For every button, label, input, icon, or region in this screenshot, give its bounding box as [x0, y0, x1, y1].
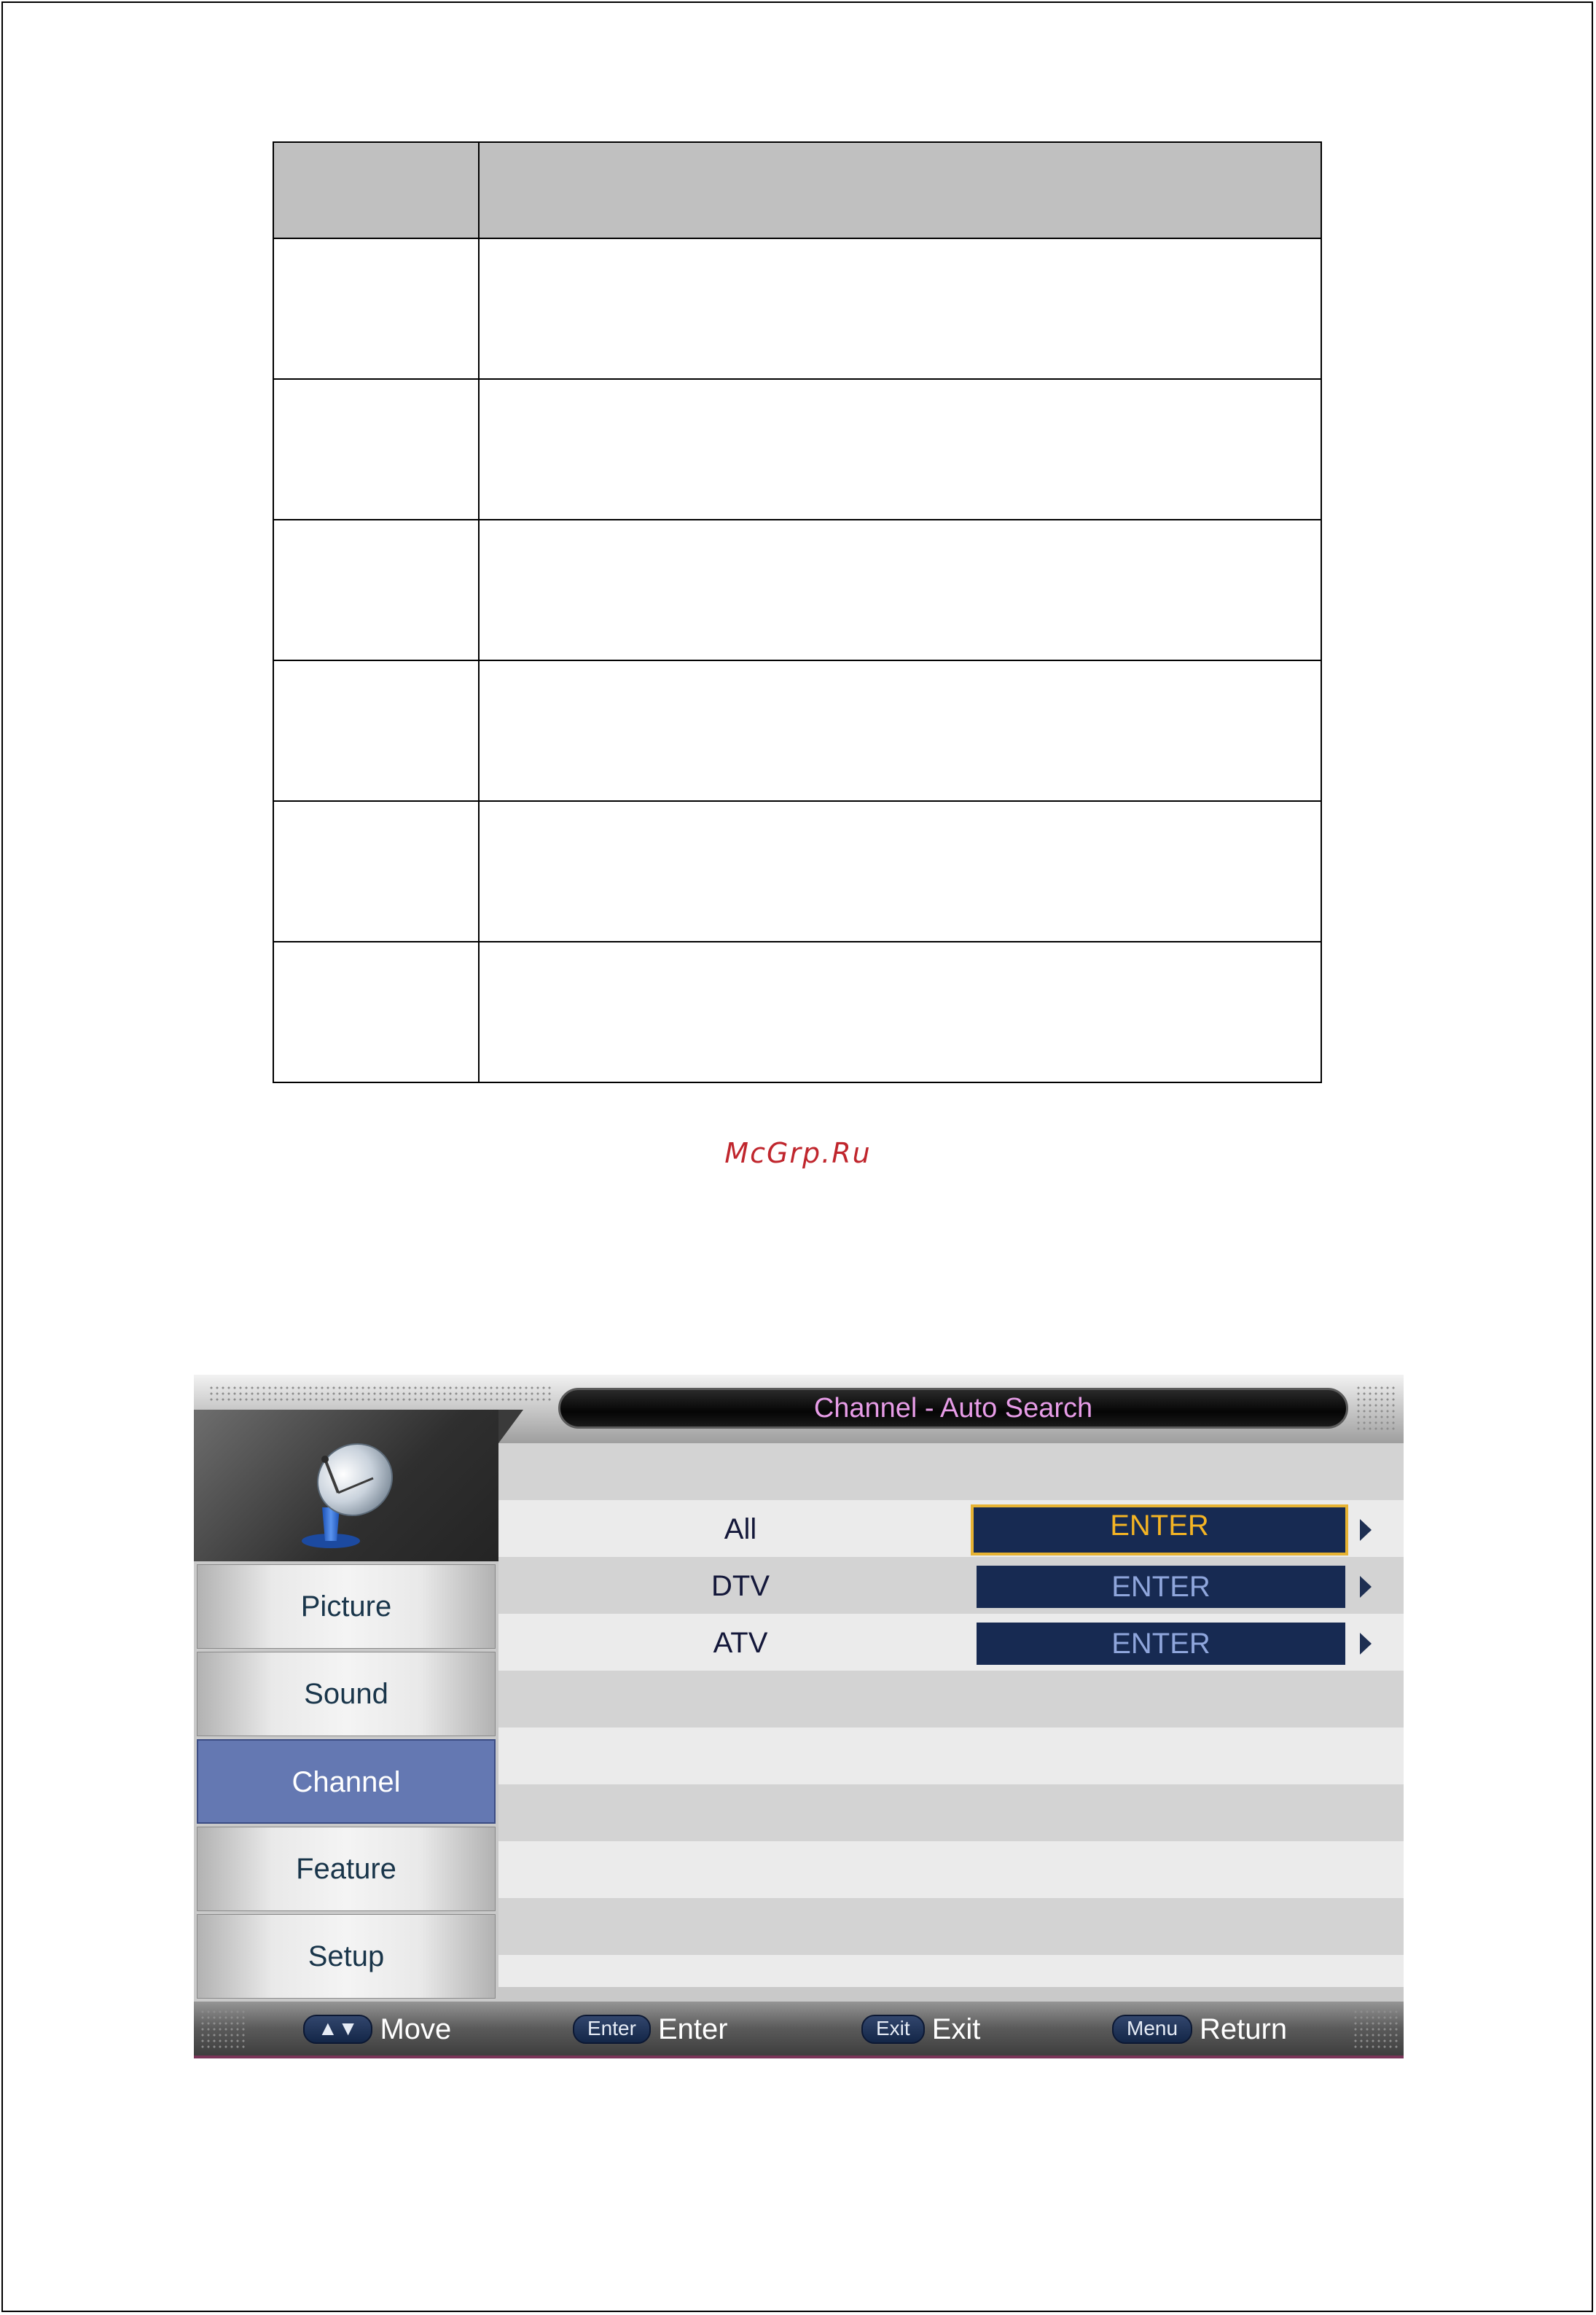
- panel-stripe: [498, 1841, 1404, 1898]
- panel-notch: [498, 1410, 523, 1443]
- option-label-dtv: DTV: [711, 1570, 770, 1602]
- table-cell: [273, 801, 479, 942]
- menu-item-feature[interactable]: Feature: [197, 1827, 496, 1911]
- panel-stripe: [498, 1898, 1404, 1955]
- hint-move: [303, 2013, 451, 2045]
- hint-label: Exit: [931, 2013, 981, 2045]
- hint-label: Move: [380, 2013, 452, 2045]
- hint-return: [1112, 2013, 1287, 2045]
- menu-key-icon: Menu: [1112, 2015, 1192, 2044]
- watermark-text: McGrp.Ru: [724, 1137, 872, 1169]
- option-label-atv: ATV: [713, 1627, 768, 1659]
- hint-label: Enter: [657, 2013, 728, 2045]
- table-row: [273, 660, 1321, 801]
- table-header-row: [273, 142, 1321, 238]
- table-cell: [479, 801, 1321, 942]
- all-enter-button[interactable]: ENTER: [971, 1504, 1348, 1555]
- hint-exit: [861, 2013, 980, 2045]
- panel-stripe: [498, 1728, 1404, 1784]
- table-cell: [479, 520, 1321, 660]
- table-cell: [479, 942, 1321, 1082]
- panel-stripe: [498, 1443, 1404, 1500]
- menu-item-picture[interactable]: Picture: [197, 1564, 496, 1649]
- table-cell: [273, 142, 479, 238]
- tv-osd-menu: [194, 1375, 1404, 2058]
- panel-stripe: [498, 1784, 1404, 1841]
- hint-label: Return: [1200, 2013, 1288, 2045]
- blank-document-table: [273, 141, 1322, 1083]
- table-cell: [273, 238, 479, 379]
- header-texture-left: [208, 1385, 551, 1401]
- hint-enter: [573, 2013, 728, 2045]
- panel-stripe: [498, 1955, 1404, 1987]
- triangle-right-icon: [1360, 1519, 1372, 1541]
- table-cell: [273, 942, 479, 1082]
- exit-key-icon: Exit: [861, 2015, 925, 2044]
- triangle-right-icon: [1360, 1633, 1372, 1655]
- footer-texture-right: [1353, 2009, 1398, 2051]
- category-icon-panel: [194, 1410, 498, 1561]
- table-cell: [273, 520, 479, 660]
- osd-footer: [194, 2002, 1404, 2058]
- atv-enter-button[interactable]: ENTER: [977, 1623, 1345, 1665]
- panel-stripe: [498, 1671, 1404, 1728]
- footer-texture-left: [200, 2009, 245, 2051]
- table-row: [273, 520, 1321, 660]
- table-cell: [479, 660, 1321, 801]
- satellite-dish-icon: [293, 1434, 402, 1551]
- table-row: [273, 379, 1321, 520]
- table-cell: [479, 379, 1321, 520]
- osd-title: Channel - Auto Search: [558, 1388, 1348, 1429]
- header-texture-right: [1356, 1385, 1396, 1433]
- menu-item-setup[interactable]: Setup: [197, 1914, 496, 1999]
- menu-item-sound[interactable]: Sound: [197, 1652, 496, 1736]
- table-row: [273, 942, 1321, 1082]
- triangle-right-icon: [1360, 1576, 1372, 1598]
- table-cell: [479, 238, 1321, 379]
- table-cell: [479, 142, 1321, 238]
- enter-key-icon: Enter: [573, 2015, 651, 2044]
- table-cell: [273, 660, 479, 801]
- options-panel: [498, 1443, 1404, 1987]
- table-row: [273, 238, 1321, 379]
- table-cell: [273, 379, 479, 520]
- menu-item-channel[interactable]: Channel: [197, 1739, 496, 1824]
- dtv-enter-button[interactable]: ENTER: [977, 1566, 1345, 1608]
- side-menu: [194, 1564, 498, 2002]
- up-down-key-icon: ▲▼: [303, 2015, 372, 2044]
- option-label-all: All: [724, 1513, 757, 1545]
- table-row: [273, 801, 1321, 942]
